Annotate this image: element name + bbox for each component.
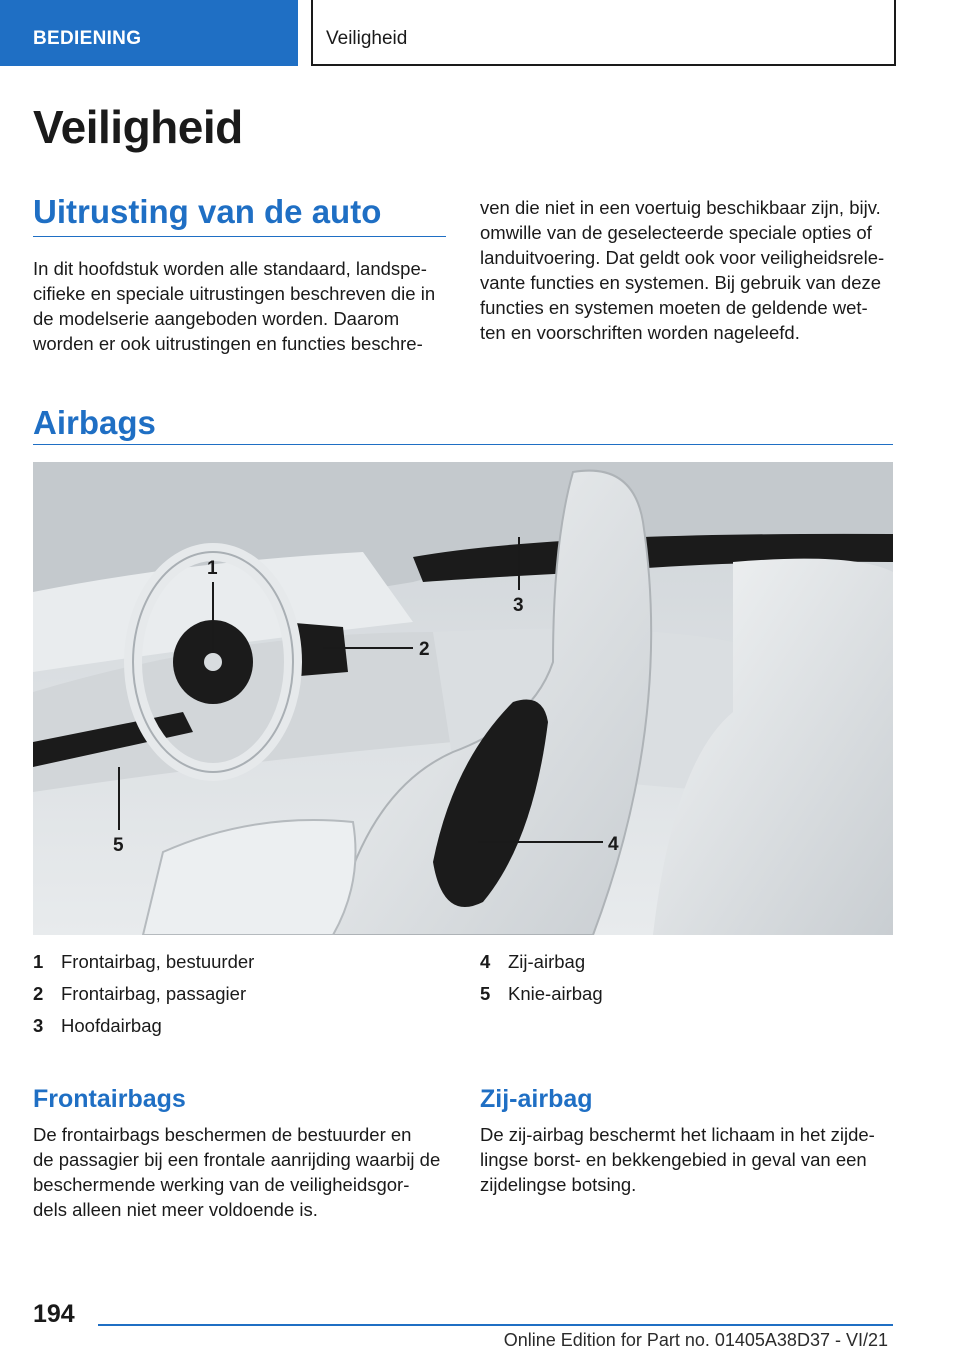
text-line: ten en voorschriften worden nageleefd. [480,322,800,343]
text-line: cifieke en speciale uitrustingen beschreven die in [33,283,436,304]
legend-label: Frontairbag, passagier [61,983,247,1004]
heading-frontairbags: Frontairbags [33,1085,186,1113]
text-line: de passagier bij een frontale aanrijding waarbij de [33,1149,441,1170]
callout-3: 3 [513,595,524,616]
legend-item [480,946,603,978]
callout-1: 1 [207,558,218,579]
legend-number: 3 [33,1015,44,1036]
section-tab: BEDIENING [0,0,298,66]
heading-airbags: Airbags [33,404,156,441]
text-line: In dit hoofdstuk worden alle standaard, landspe- [33,258,427,279]
footer-rule [98,1324,893,1326]
heading-rule-airbags [33,444,893,445]
airbag-illustration [33,462,893,935]
legend-number: 1 [33,951,44,972]
text-line: worden er ook uitrustingen en functies beschre- [33,333,423,354]
heading-zijairbag: Zij-airbag [480,1085,593,1113]
text-line: De frontairbags beschermen de bestuurder en [33,1124,412,1145]
callout-4: 4 [608,834,619,855]
legend-item [33,946,254,978]
legend-label: Knie-airbag [508,983,603,1004]
paragraph-uitrusting-left [33,256,453,356]
legend-number: 5 [480,983,491,1004]
legend-label: Frontairbag, bestuurder [61,951,255,972]
legend-right [480,946,603,1010]
text-line: functies en systemen moeten de geldende wet- [480,297,868,318]
topic-header: Veiligheid [311,0,896,66]
text-line: beschermende werking van de veiligheidsgor- [33,1174,410,1195]
text-line: vante functies en systemen. Bij gebruik van deze [480,272,882,293]
text-line: De zij-airbag beschermt het lichaam in het zijde- [480,1124,875,1145]
paragraph-uitrusting-right [480,195,900,345]
text-line: lingse borst- en bekkengebied in geval van een [480,1149,867,1170]
legend-number: 4 [480,951,491,972]
legend-label: Zij-airbag [508,951,586,972]
car-interior-drawing [33,462,893,935]
text-line: ven die niet in een voertuig beschikbaar zijn, bijv. [480,197,881,218]
callout-5: 5 [113,835,124,856]
legend-item [33,978,254,1010]
legend-label: Hoofdairbag [61,1015,162,1036]
legend-item [33,1010,254,1042]
text-line: de modelserie aangeboden worden. Daarom [33,308,400,329]
page-title: Veiligheid [33,101,243,153]
paragraph-zijairbag [480,1122,910,1197]
page-number: 194 [33,1300,75,1328]
text-line: landuitvoering. Dat geldt ook voor veiligheidsrele- [480,247,885,268]
legend-left [33,946,254,1042]
edition-note: Online Edition for Part no. 01405A38D37 - VI/21 [503,1330,888,1350]
callout-2: 2 [419,639,430,660]
heading-uitrusting: Uitrusting van de auto [33,193,382,230]
text-line: zijdelingse botsing. [480,1174,637,1195]
text-line: omwille van de geselecteerde speciale opties of [480,222,872,243]
text-line: dels alleen niet meer voldoende is. [33,1199,318,1220]
heading-rule-uitrusting [33,236,446,237]
legend-number: 2 [33,983,44,1004]
legend-item [480,978,603,1010]
paragraph-frontairbags [33,1122,463,1222]
